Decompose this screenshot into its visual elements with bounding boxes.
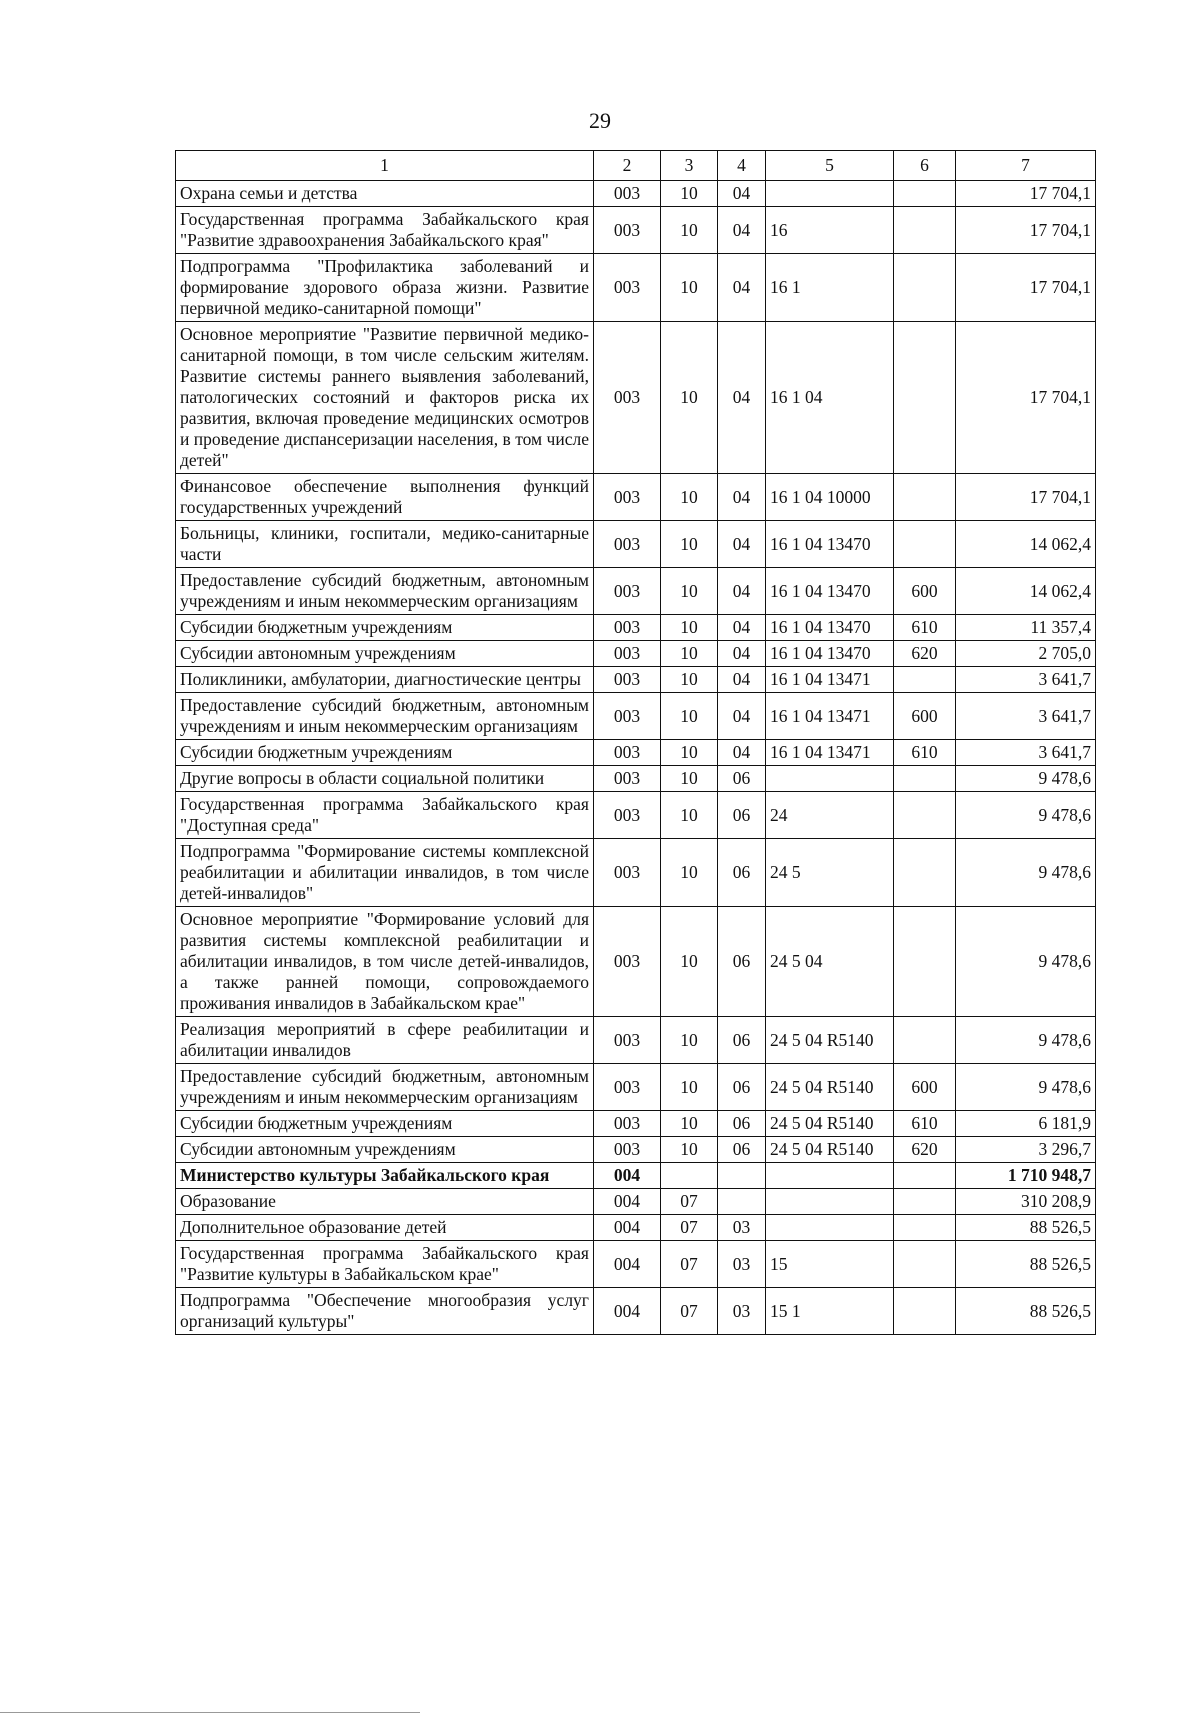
amount-cell: 88 526,5	[956, 1215, 1096, 1241]
subsection-code-cell: 04	[718, 641, 766, 667]
subsection-code-cell: 04	[718, 693, 766, 740]
expense-type-cell	[894, 474, 956, 521]
subsection-code-cell: 06	[718, 907, 766, 1017]
table-row	[176, 521, 1096, 568]
table-row	[176, 1017, 1096, 1064]
row-name-cell: Образование	[176, 1189, 594, 1215]
target-article-cell: 16 1 04 13471	[766, 693, 894, 740]
table-row	[176, 1189, 1096, 1215]
expense-type-cell	[894, 907, 956, 1017]
scan-edge-line	[0, 1712, 420, 1713]
section-code-cell: 07	[661, 1215, 718, 1241]
table-row	[176, 322, 1096, 474]
row-name-cell: Государственная программа Забайкальского края "Доступная среда"	[176, 792, 594, 839]
row-name-cell: Другие вопросы в области социальной политики	[176, 766, 594, 792]
ministry-code-cell: 003	[594, 254, 661, 322]
ministry-code-cell: 003	[594, 615, 661, 641]
subsection-code-cell: 06	[718, 1017, 766, 1064]
target-article-cell	[766, 1215, 894, 1241]
subsection-code-cell: 04	[718, 474, 766, 521]
subsection-code-cell: 03	[718, 1215, 766, 1241]
target-article-cell: 24 5 04 R5140	[766, 1017, 894, 1064]
expense-type-cell	[894, 766, 956, 792]
target-article-cell: 16 1 04 13471	[766, 740, 894, 766]
section-code-cell	[661, 1163, 718, 1189]
row-name-cell: Больницы, клиники, госпитали, медико-санитарные части	[176, 521, 594, 568]
section-code-cell: 10	[661, 907, 718, 1017]
page-number: 29	[589, 108, 611, 133]
ministry-code-cell: 003	[594, 1137, 661, 1163]
ministry-code-cell: 004	[594, 1241, 661, 1288]
amount-cell: 88 526,5	[956, 1288, 1096, 1335]
ministry-code-cell: 003	[594, 667, 661, 693]
target-article-cell: 24 5 04 R5140	[766, 1064, 894, 1111]
amount-cell: 9 478,6	[956, 907, 1096, 1017]
section-code-cell: 10	[661, 1064, 718, 1111]
amount-cell: 9 478,6	[956, 1064, 1096, 1111]
ministry-code-cell: 004	[594, 1163, 661, 1189]
header-col-5: 5	[766, 151, 894, 181]
ministry-code-cell: 004	[594, 1215, 661, 1241]
expense-type-cell: 620	[894, 1137, 956, 1163]
table-row	[176, 1241, 1096, 1288]
section-code-cell: 10	[661, 207, 718, 254]
amount-cell: 14 062,4	[956, 521, 1096, 568]
target-article-cell: 24 5	[766, 839, 894, 907]
expense-type-cell	[894, 1288, 956, 1335]
target-article-cell: 16 1	[766, 254, 894, 322]
target-article-cell: 16	[766, 207, 894, 254]
section-code-cell: 10	[661, 1137, 718, 1163]
row-name-cell: Дополнительное образование детей	[176, 1215, 594, 1241]
subsection-code-cell: 04	[718, 322, 766, 474]
table-row	[176, 207, 1096, 254]
target-article-cell: 24 5 04 R5140	[766, 1111, 894, 1137]
section-code-cell: 07	[661, 1189, 718, 1215]
row-name-cell: Субсидии бюджетным учреждениям	[176, 1111, 594, 1137]
expense-type-cell	[894, 839, 956, 907]
expense-type-cell	[894, 1189, 956, 1215]
subsection-code-cell: 06	[718, 766, 766, 792]
section-code-cell: 10	[661, 615, 718, 641]
table-row	[176, 667, 1096, 693]
table-row	[176, 181, 1096, 207]
amount-cell: 17 704,1	[956, 474, 1096, 521]
target-article-cell	[766, 181, 894, 207]
section-code-cell: 10	[661, 792, 718, 839]
amount-cell: 3 641,7	[956, 740, 1096, 766]
table-row	[176, 839, 1096, 907]
row-name-cell: Субсидии автономным учреждениям	[176, 1137, 594, 1163]
table-row	[176, 740, 1096, 766]
ministry-code-cell: 003	[594, 792, 661, 839]
row-name-cell: Министерство культуры Забайкальского края	[176, 1163, 594, 1189]
amount-cell: 17 704,1	[956, 181, 1096, 207]
section-code-cell: 10	[661, 322, 718, 474]
subsection-code-cell: 03	[718, 1241, 766, 1288]
header-col-1: 1	[176, 151, 594, 181]
table-header	[176, 151, 1096, 181]
section-code-cell: 10	[661, 181, 718, 207]
target-article-cell: 15 1	[766, 1288, 894, 1335]
expense-type-cell	[894, 207, 956, 254]
amount-cell: 1 710 948,7	[956, 1163, 1096, 1189]
subsection-code-cell: 06	[718, 1137, 766, 1163]
target-article-cell: 24 5 04	[766, 907, 894, 1017]
target-article-cell: 15	[766, 1241, 894, 1288]
target-article-cell: 24 5 04 R5140	[766, 1137, 894, 1163]
section-code-cell: 10	[661, 740, 718, 766]
row-name-cell: Охрана семьи и детства	[176, 181, 594, 207]
ministry-code-cell: 003	[594, 740, 661, 766]
expense-type-cell: 610	[894, 1111, 956, 1137]
ministry-code-cell: 003	[594, 1111, 661, 1137]
header-col-3: 3	[661, 151, 718, 181]
table-row	[176, 474, 1096, 521]
expense-type-cell	[894, 322, 956, 474]
target-article-cell: 16 1 04 13470	[766, 521, 894, 568]
header-col-6: 6	[894, 151, 956, 181]
ministry-code-cell: 003	[594, 521, 661, 568]
table-body	[176, 181, 1096, 1335]
ministry-code-cell: 003	[594, 322, 661, 474]
target-article-cell	[766, 766, 894, 792]
expense-type-cell	[894, 254, 956, 322]
target-article-cell: 16 1 04 13471	[766, 667, 894, 693]
ministry-code-cell: 003	[594, 641, 661, 667]
amount-cell: 17 704,1	[956, 254, 1096, 322]
expense-type-cell	[894, 667, 956, 693]
ministry-code-cell: 003	[594, 1017, 661, 1064]
section-code-cell: 10	[661, 641, 718, 667]
ministry-code-cell: 003	[594, 766, 661, 792]
expense-type-cell: 600	[894, 693, 956, 740]
subsection-code-cell: 04	[718, 667, 766, 693]
amount-cell: 9 478,6	[956, 766, 1096, 792]
row-name-cell: Финансовое обеспечение выполнения функций государственных учреждений	[176, 474, 594, 521]
ministry-code-cell: 003	[594, 907, 661, 1017]
budget-table	[175, 150, 1096, 1335]
table-row	[176, 1215, 1096, 1241]
row-name-cell: Субсидии автономным учреждениям	[176, 641, 594, 667]
target-article-cell	[766, 1163, 894, 1189]
subsection-code-cell: 04	[718, 740, 766, 766]
amount-cell: 11 357,4	[956, 615, 1096, 641]
ministry-code-cell: 004	[594, 1288, 661, 1335]
target-article-cell: 16 1 04	[766, 322, 894, 474]
target-article-cell: 16 1 04 13470	[766, 568, 894, 615]
amount-cell: 6 181,9	[956, 1111, 1096, 1137]
subsection-code-cell: 04	[718, 521, 766, 568]
expense-type-cell: 600	[894, 568, 956, 615]
table-row	[176, 1064, 1096, 1111]
table-row	[176, 907, 1096, 1017]
row-name-cell: Государственная программа Забайкальского края "Развитие культуры в Забайкальском крае"	[176, 1241, 594, 1288]
section-code-cell: 10	[661, 474, 718, 521]
expense-type-cell	[894, 521, 956, 568]
expense-type-cell	[894, 1241, 956, 1288]
expense-type-cell	[894, 792, 956, 839]
section-code-cell: 10	[661, 839, 718, 907]
row-name-cell: Подпрограмма "Профилактика заболеваний и формирование здорового образа жизни. Развитие первичной медико-санитарной помощи"	[176, 254, 594, 322]
ministry-code-cell: 003	[594, 839, 661, 907]
section-code-cell: 10	[661, 521, 718, 568]
subsection-code-cell	[718, 1189, 766, 1215]
header-col-7: 7	[956, 151, 1096, 181]
amount-cell: 2 705,0	[956, 641, 1096, 667]
target-article-cell	[766, 1189, 894, 1215]
row-name-cell: Предоставление субсидий бюджетным, автономным учреждениям и иным некоммерческим организациям	[176, 1064, 594, 1111]
row-name-cell: Субсидии бюджетным учреждениям	[176, 740, 594, 766]
ministry-code-cell: 003	[594, 207, 661, 254]
header-col-4: 4	[718, 151, 766, 181]
amount-cell: 3 641,7	[956, 693, 1096, 740]
row-name-cell: Подпрограмма "Обеспечение многообразия услуг организаций культуры"	[176, 1288, 594, 1335]
header-row	[176, 151, 1096, 181]
expense-type-cell: 610	[894, 615, 956, 641]
subsection-code-cell: 06	[718, 1111, 766, 1137]
table-row	[176, 693, 1096, 740]
row-name-cell: Основное мероприятие "Формирование условий для развития системы комплексной реабилитации и абилитации инвалидов, в том числе детей-инвалидов, а также ранней помощи, сопровождаемого проживания инвалидов в Забайкальском крае"	[176, 907, 594, 1017]
expense-type-cell: 600	[894, 1064, 956, 1111]
ministry-code-cell: 003	[594, 568, 661, 615]
table-row	[176, 641, 1096, 667]
row-name-cell: Предоставление субсидий бюджетным, автономным учреждениям и иным некоммерческим организациям	[176, 568, 594, 615]
amount-cell: 9 478,6	[956, 1017, 1096, 1064]
header-col-2: 2	[594, 151, 661, 181]
table-row	[176, 1288, 1096, 1335]
section-code-cell: 10	[661, 1017, 718, 1064]
amount-cell: 17 704,1	[956, 322, 1096, 474]
section-code-cell: 10	[661, 766, 718, 792]
expense-type-cell	[894, 1017, 956, 1064]
amount-cell: 14 062,4	[956, 568, 1096, 615]
row-name-cell: Государственная программа Забайкальского края "Развитие здравоохранения Забайкальского края"	[176, 207, 594, 254]
amount-cell: 3 641,7	[956, 667, 1096, 693]
expense-type-cell	[894, 1163, 956, 1189]
subsection-code-cell: 04	[718, 207, 766, 254]
subsection-code-cell: 04	[718, 615, 766, 641]
ministry-code-cell: 003	[594, 181, 661, 207]
section-code-cell: 10	[661, 1111, 718, 1137]
table-row	[176, 792, 1096, 839]
amount-cell: 3 296,7	[956, 1137, 1096, 1163]
amount-cell: 88 526,5	[956, 1241, 1096, 1288]
subsection-code-cell	[718, 1163, 766, 1189]
row-name-cell: Подпрограмма "Формирование системы комплексной реабилитации и абилитации инвалидов, в том числе детей-инвалидов"	[176, 839, 594, 907]
ministry-code-cell: 004	[594, 1189, 661, 1215]
ministry-code-cell: 003	[594, 693, 661, 740]
row-name-cell: Поликлиники, амбулатории, диагностические центры	[176, 667, 594, 693]
subsection-code-cell: 04	[718, 568, 766, 615]
amount-cell: 9 478,6	[956, 839, 1096, 907]
expense-type-cell: 610	[894, 740, 956, 766]
expense-type-cell	[894, 1215, 956, 1241]
target-article-cell: 16 1 04 10000	[766, 474, 894, 521]
expense-type-cell	[894, 181, 956, 207]
table-row	[176, 1137, 1096, 1163]
table-row	[176, 615, 1096, 641]
amount-cell: 17 704,1	[956, 207, 1096, 254]
ministry-code-cell: 003	[594, 1064, 661, 1111]
subsection-code-cell: 03	[718, 1288, 766, 1335]
section-code-cell: 10	[661, 667, 718, 693]
row-name-cell: Основное мероприятие "Развитие первичной медико-санитарной помощи, в том числе сельским жителям. Развитие системы раннего выявления заболеваний, патологических состояний и факторов риска их развития, включая проведение медицинских осмотров и проведение диспансеризации населения, в том числе детей"	[176, 322, 594, 474]
section-code-cell: 10	[661, 254, 718, 322]
section-code-cell: 07	[661, 1288, 718, 1335]
row-name-cell: Предоставление субсидий бюджетным, автономным учреждениям и иным некоммерческим организациям	[176, 693, 594, 740]
table-row	[176, 1163, 1096, 1189]
subsection-code-cell: 06	[718, 792, 766, 839]
row-name-cell: Реализация мероприятий в сфере реабилитации и абилитации инвалидов	[176, 1017, 594, 1064]
target-article-cell: 16 1 04 13470	[766, 641, 894, 667]
amount-cell: 9 478,6	[956, 792, 1096, 839]
target-article-cell: 16 1 04 13470	[766, 615, 894, 641]
table-row	[176, 568, 1096, 615]
section-code-cell: 10	[661, 568, 718, 615]
target-article-cell: 24	[766, 792, 894, 839]
table-row	[176, 254, 1096, 322]
table-row	[176, 1111, 1096, 1137]
ministry-code-cell: 003	[594, 474, 661, 521]
subsection-code-cell: 06	[718, 1064, 766, 1111]
subsection-code-cell: 04	[718, 181, 766, 207]
subsection-code-cell: 04	[718, 254, 766, 322]
subsection-code-cell: 06	[718, 839, 766, 907]
section-code-cell: 10	[661, 693, 718, 740]
table-row	[176, 766, 1096, 792]
section-code-cell: 07	[661, 1241, 718, 1288]
row-name-cell: Субсидии бюджетным учреждениям	[176, 615, 594, 641]
amount-cell: 310 208,9	[956, 1189, 1096, 1215]
expense-type-cell: 620	[894, 641, 956, 667]
